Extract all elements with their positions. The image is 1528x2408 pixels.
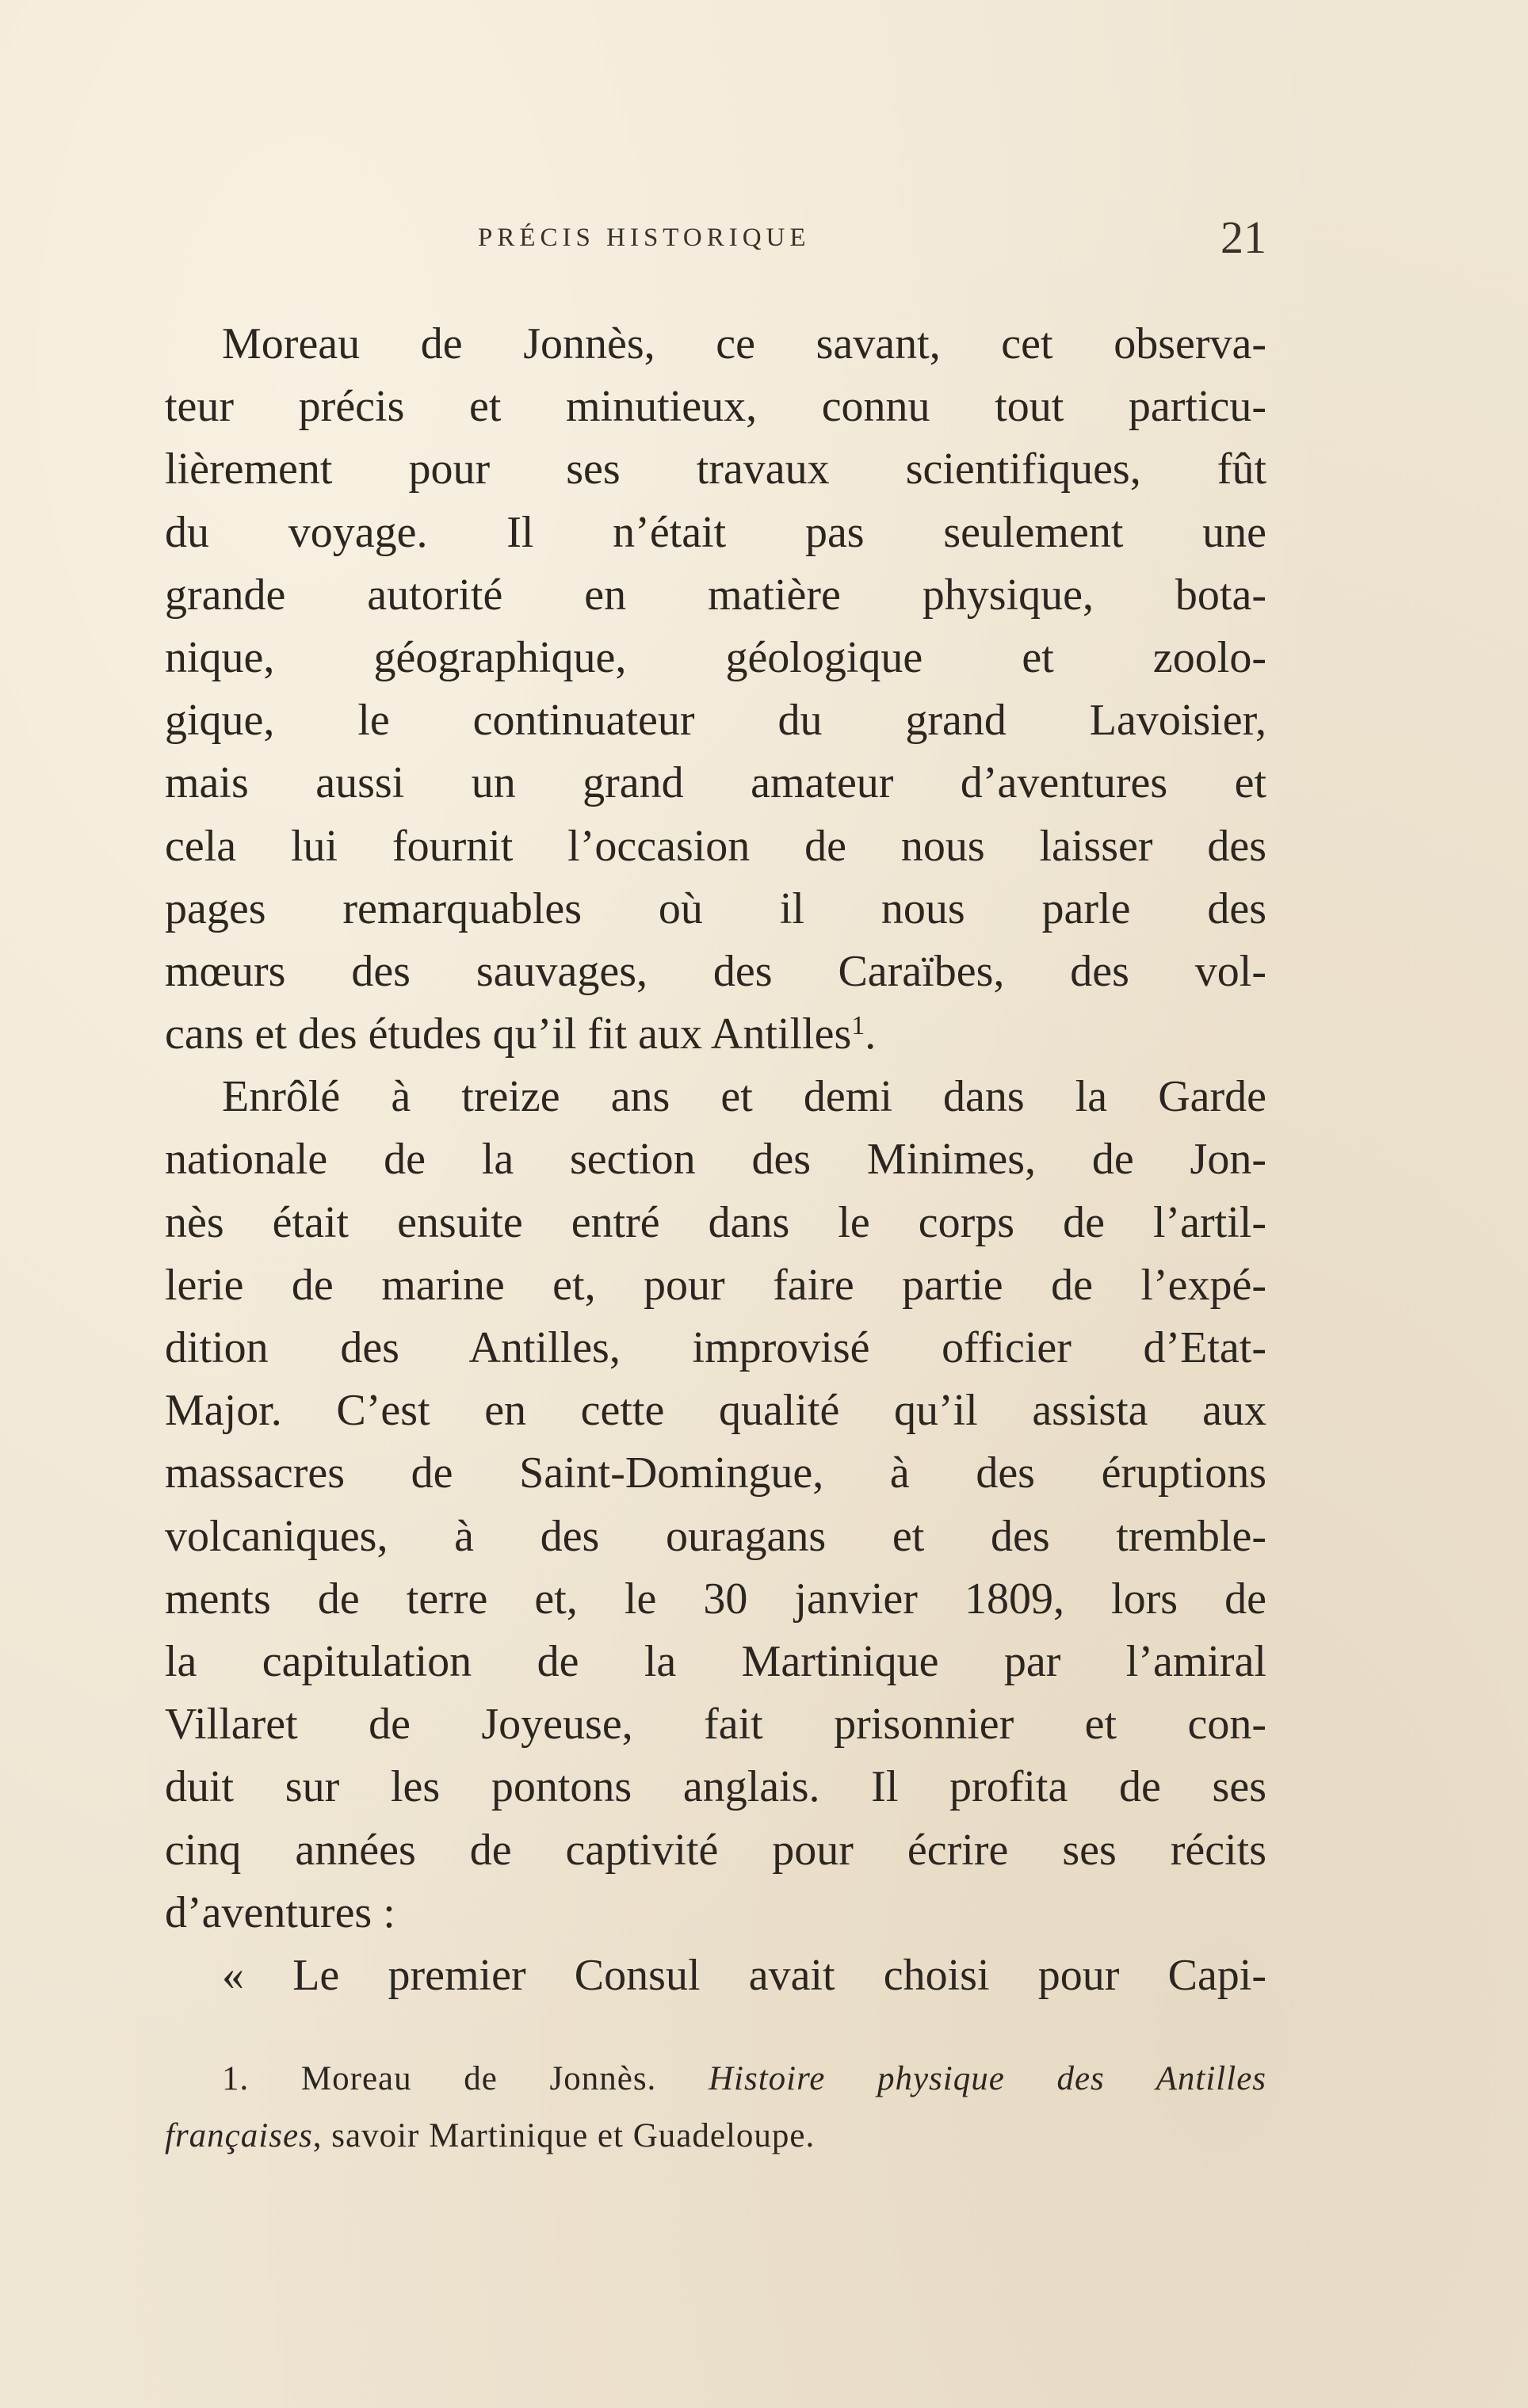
text-line: lièrement pour ses travaux scientifiques, fût bbox=[165, 445, 1266, 494]
text-line: nationale de la section des Minimes, de Jon- bbox=[165, 1135, 1266, 1185]
text-line-last: d’aventures : bbox=[165, 1887, 395, 1937]
text-line: dition des Antilles, improvisé officier d’Etat- bbox=[165, 1323, 1266, 1372]
text-line: Enrôlé à treize ans et demi dans la Garde bbox=[222, 1072, 1266, 1122]
text-line: cinq années de captivité pour écrire ses récits bbox=[165, 1825, 1266, 1875]
footnote-title-cont: françaises bbox=[165, 2117, 313, 2154]
footnote bbox=[165, 2051, 1266, 2165]
paragraph-3 bbox=[165, 1944, 1266, 2007]
text-line: « Le premier Consul avait choisi pour Capi- bbox=[222, 1950, 1266, 2000]
footnote-line bbox=[165, 2108, 1266, 2165]
text-line: Moreau de Jonnès, ce savant, cet observa- bbox=[222, 319, 1266, 368]
paragraph-1 bbox=[165, 313, 1266, 1066]
footnote-line bbox=[165, 2051, 1266, 2108]
text-line: massacres de Saint-Domingue, à des éruptions bbox=[165, 1448, 1266, 1498]
text-line: du voyage. Il n’était pas seulement une bbox=[165, 507, 1266, 557]
footnote-ref[interactable]: 1 bbox=[851, 1011, 865, 1041]
text-line: Villaret de Joyeuse, fait prisonnier et con- bbox=[165, 1700, 1266, 1750]
paragraph-2 bbox=[165, 1066, 1266, 1944]
footnote-author: Moreau de Jonnès. bbox=[300, 2060, 657, 2097]
text-line: mœurs des sauvages, des Caraïbes, des vol- bbox=[165, 946, 1266, 996]
text-line: cela lui fournit l’occasion de nous laisser des bbox=[165, 821, 1266, 871]
end-punctuation: . bbox=[865, 1009, 877, 1059]
text-line-last bbox=[165, 1003, 1266, 1066]
text-line: la capitulation de la Martinique par l’amiral bbox=[165, 1636, 1266, 1686]
text-line: nique, géographique, géologique et zoolo- bbox=[165, 632, 1266, 682]
text-line: volcaniques, à des ouragans et des tremble- bbox=[165, 1511, 1266, 1561]
text-line-content: cans et des études qu’il fit aux Antilles bbox=[165, 1009, 852, 1059]
footnote-rest: , savoir Martinique et Guadeloupe. bbox=[312, 2117, 816, 2154]
text-line: grande autorité en matière physique, bota- bbox=[165, 570, 1266, 620]
text-line: lerie de marine et, pour faire partie de l’expé- bbox=[165, 1260, 1266, 1310]
footnote-title: Histoire physique des Antilles bbox=[708, 2060, 1267, 2097]
page-number: 21 bbox=[1220, 212, 1266, 263]
text-line: nès était ensuite entré dans le corps de l’artil- bbox=[165, 1197, 1266, 1247]
running-title: PRÉCIS HISTORIQUE bbox=[478, 223, 811, 252]
text-line: pages remarquables où il nous parle des bbox=[165, 883, 1266, 933]
text-line: ments de terre et, le 30 janvier 1809, lors de bbox=[165, 1574, 1266, 1624]
text-line: Major. C’est en cette qualité qu’il assista aux bbox=[165, 1386, 1266, 1436]
footnote-number: 1. bbox=[222, 2060, 250, 2097]
running-head bbox=[165, 214, 1266, 269]
text-line: teur précis et minutieux, connu tout particu- bbox=[165, 382, 1266, 432]
text-line: mais aussi un grand amateur d’aventures et bbox=[165, 758, 1266, 808]
text-line: duit sur les pontons anglais. Il profita de ses bbox=[165, 1762, 1266, 1812]
body-text bbox=[165, 313, 1266, 2007]
text-line: gique, le continuateur du grand Lavoisier, bbox=[165, 696, 1266, 746]
